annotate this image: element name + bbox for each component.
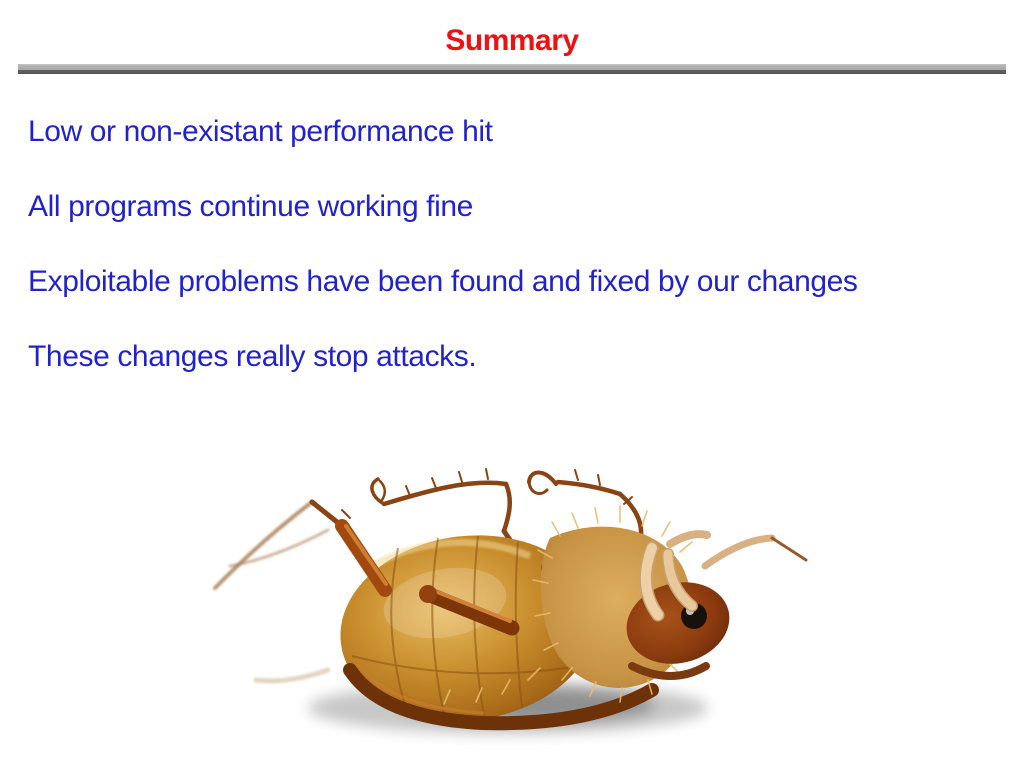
page-title: Summary xyxy=(445,24,579,57)
bullet-line-2: All programs continue working fine xyxy=(28,190,473,223)
dead-beetle-image xyxy=(200,418,820,753)
beetle-illustration xyxy=(200,418,820,753)
title-divider xyxy=(18,64,1006,74)
bullet-list xyxy=(28,114,988,414)
bullet-line-3: Exploitable problems have been found and fixed by our changes xyxy=(28,265,858,298)
bullet-line-4: These changes really stop attacks. xyxy=(28,340,477,373)
bullet-line-1: Low or non-existant performance hit xyxy=(28,115,493,148)
